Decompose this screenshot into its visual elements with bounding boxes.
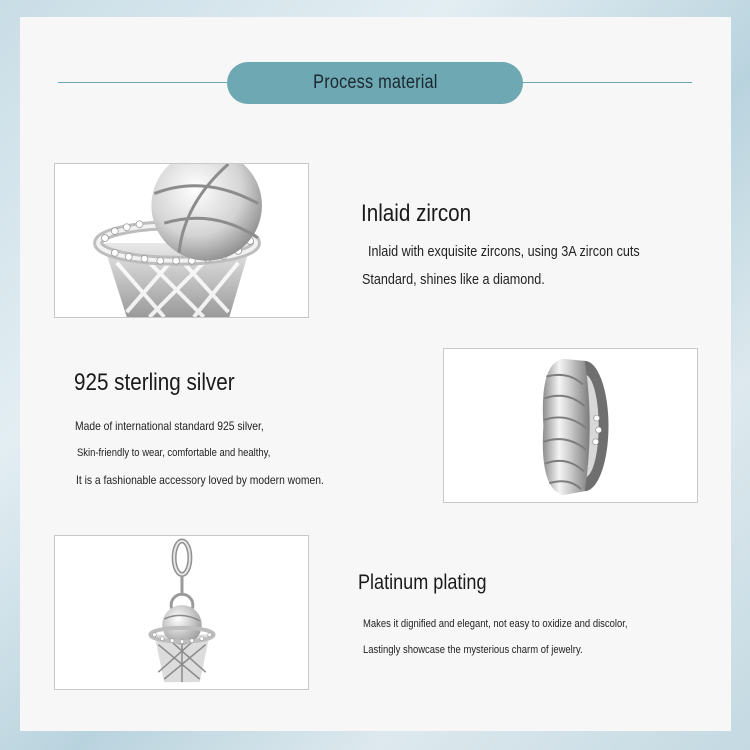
platinum-charm-photo — [54, 535, 309, 690]
section-line: Makes it dignified and elegant, not easy to oxidize and discolor, — [363, 618, 628, 630]
section-title-platinum-plating: Platinum plating — [358, 571, 487, 594]
section-line: Skin-friendly to wear, comfortable and healthy, — [77, 447, 271, 459]
section-title-inlaid-zircon: Inlaid zircon — [361, 200, 472, 227]
basketball-hoop-dangle-charm-icon — [55, 536, 308, 689]
section-title-925-silver: 925 sterling silver — [74, 369, 235, 396]
section-line: Inlaid with exquisite zircons, using 3A zircon cuts — [368, 243, 640, 260]
section-line: Lastingly showcase the mysterious charm of jewelry. — [363, 644, 583, 656]
header-title: Process material — [312, 72, 438, 93]
header-rule-left — [58, 82, 238, 83]
basketball-hoop-charm-closeup-icon — [55, 164, 308, 317]
silver-bead-photo — [443, 348, 698, 503]
zircon-hoop-photo — [54, 163, 309, 318]
section-line: Standard, shines like a diamond. — [362, 271, 545, 288]
section-line: It is a fashionable accessory loved by modern women. — [76, 473, 324, 487]
section-line: Made of international standard 925 silver, — [75, 419, 264, 433]
twisted-silver-spacer-bead-icon — [444, 349, 697, 502]
header-pill — [227, 62, 523, 104]
header-rule-right — [510, 82, 692, 83]
